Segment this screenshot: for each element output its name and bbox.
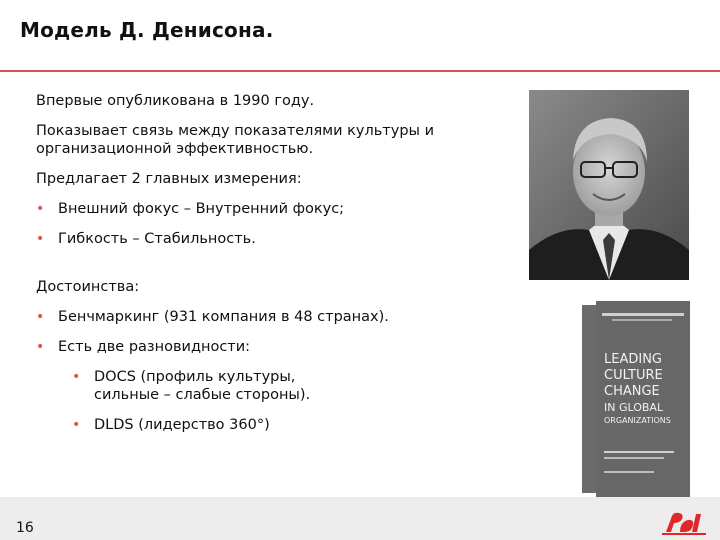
slide-content	[36, 92, 506, 446]
dimension-text: Гибкость – Стабильность.	[58, 231, 256, 247]
title-divider	[0, 70, 720, 72]
intro-dimensions: Предлагает 2 главных измерения:	[36, 171, 302, 187]
sub-list-item	[72, 416, 506, 434]
page-number: 16	[16, 520, 34, 536]
slide-footer	[0, 497, 720, 540]
portrait-illustration	[529, 90, 689, 280]
list-item	[36, 200, 506, 218]
bullet-icon: •	[36, 309, 45, 325]
variety-text: DLDS (лидерство 360°)	[94, 417, 270, 433]
bullet-icon: •	[36, 231, 45, 247]
variety-text: DOCS (профиль культуры, сильные – слабые стороны).	[94, 369, 311, 403]
bullet-icon: •	[72, 369, 81, 385]
advantages-heading: Достоинства:	[36, 279, 140, 295]
dimension-text: Внешний фокус – Внутренний фокус;	[58, 201, 345, 217]
portrait-photo	[529, 90, 689, 280]
advantage-text: Есть две разновидности:	[58, 339, 251, 355]
list-item	[36, 308, 506, 326]
slide-title: Модель Д. Денисона.	[20, 18, 274, 42]
bullet-icon: •	[72, 417, 81, 433]
bullet-icon: •	[36, 201, 45, 217]
list-item	[36, 338, 506, 356]
book-title-line: ORGANIZATIONS	[604, 416, 671, 425]
intro-relation: Показывает связь между показателями культуры и организационной эффективностью.	[36, 123, 435, 157]
advantage-text: Бенчмаркинг (931 компания в 48 странах).	[58, 309, 389, 325]
bullet-icon: •	[36, 339, 45, 355]
book-illustration	[582, 301, 692, 497]
book-cover	[582, 301, 692, 497]
book-title-line: CULTURE	[604, 368, 663, 383]
book-title-line: LEADING	[604, 352, 662, 367]
list-item	[36, 230, 506, 248]
book-title-line: CHANGE	[604, 384, 660, 399]
logo-icon	[662, 510, 706, 536]
intro-published: Впервые опубликована в 1990 году.	[36, 93, 315, 109]
sub-list-item	[72, 368, 506, 404]
company-logo	[662, 510, 706, 536]
book-title-line: IN GLOBAL	[604, 401, 664, 414]
